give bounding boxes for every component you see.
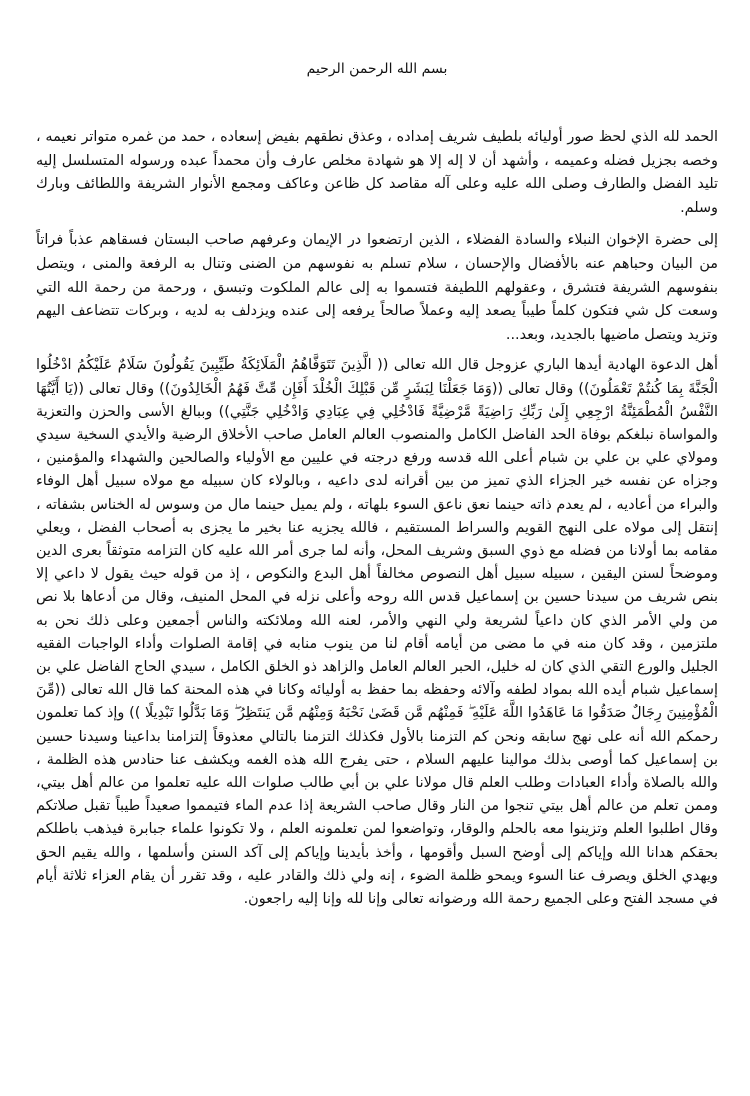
basmala-heading: بسم الله الرحمن الرحيم <box>306 61 448 77</box>
greeting-paragraph: إلى حضرة الإخوان النبلاء والسادة الفضلاء ، الذين ارتضعوا در الإيمان وعرفهم صاحب البستان فسقاهم عذباً فراتاً من البيان وحباهم عنه بالأفضال والإحسان ، سلام تسلم به نفوسهم من الضنى وتنال به الرفعة والمنى ، ويتصل بنفوسهم الشريفة فتشرق ، وعقولهم اللطيفة فتسموا به إلى عالم الملكوت وتبسق ، ورحمة من رحمة الله التي وسعت كل شي فتكون كلماً طيباً يصعد إليه وعملاً صالحاً يرفعه إلى عنده ويزدلف به لديه ، وبركات تتضاعف اليهم وتزيد ويتصل ماضيها بالجديد، وبعد... <box>36 232 718 343</box>
opening-praise-paragraph: الحمد لله الذي لحظ صور أوليائه بلطيف شريف إمداده ، وعذق نطقهم بفيض إسعاده ، حمد من غمره متواتر نعيمه ، وخصه بجزيل فضله وعميمه ، وأشهد أن لا إله إلا هو شهادة مخلص عارف وأن محمداً عبده ورسوله المتسلسل إليه تليد الفضل والطارف وصلى الله عليه وعلى آله مقاصد كل ظاعن وعاكف ومجمع الأنوار الشريفة واللطائف وبارك وسلم. <box>36 129 718 216</box>
condolence-letter <box>36 58 718 919</box>
announcement-paragraph: أهل الدعوة الهادية أيدها الباري عزوجل قال الله تعالى (( الَّذِينَ تَتَوَفَّاهُمُ الْمَلَائِكَةُ طَيِّبِينَ يَقُولُونَ سَلَامٌ عَلَيْكُمُ ادْخُلُوا الْجَنَّةَ بِمَا كُنتُمْ تَعْمَلُونَ)) وقال تعالى ((وَمَا جَعَلْنَا لِبَشَرٍ مِّن قَبْلِكَ الْخُلْدَ أَفَإِن مِّتَّ فَهُمُ الْخَالِدُونَ)) وقال تعالى ((يَا أَيَّتُهَا النَّفْسُ الْمُطْمَئِنَّةُ ارْجِعِي إِلَىٰ رَبِّكِ رَاضِيَةً مَّرْضِيَّةً فَادْخُلِي فِي عِبَادِي وَادْخُلِي جَنَّتِي)) وببالغ الأسى والحزن والتعزية والمواساة نبلغكم بوفاة الحد الفاضل الكامل والمنصوب العالم العامل صاحب الأخلاق الرضية والأيدي السخية سيدي ومولاي علي بن علي بن شبام أعلى الله قدسه ورفع درجته في عليين مع الأولياء والصالحين والشهداء والمؤمنين ، وجزاه عن نفسه خير الجزاء الذي تميز من بين أقرانه لدى داعيه ، وبالولاء كان سبيله مع مولاه سبيل أهل الوفاء والبراء من أعاديه ، لم يعدم ذاته حينما نعق ناعق السوء بلهاته ، ولم يميل حينما مال من وسوس له الخناس بشفاته ، إنتقل إلى مولاه على النهج القويم والسراط المستقيم ، فالله يجزيه عنا بخير ما يجزى به أصحاب الفضل ، ويعلي مقامه بما أولانا من فضله مع ذوي السبق وشريف المحل، وأنه لما جرى أمر الله عليه كان التزامه متوثقاً بعرى الدين وموضحاً لسنن اليقين ، سبيله سبيل أهل النصوص مخالفاً أهل البدع والنكوص ، إذ من قوله حيث يقول لا داعي إلا بنص شريف من سيدنا حسين بن إسماعيل قدس الله روحه وأعلى نزله في المحل المنيف، وقال من أدعاها بلا نص من ولي الأمر الذي كان داعياً لشريعة ولي النهي والأمر، لعنه الله وملائكته والناس أجمعين وعلى ذلك نحن به ملتزمين ، وقد كان منه في ما مضى من أيامه أقام لنا من ينوب منابه في إقامة الصلوات وأداء الواجبات الفقيه الجليل والورع التقي الذي كان له خليل، الحبر العالم العامل والزاهد ذو الخلق الكامل ، سيدي الحاج الفاضل علي بن إسماعيل شبام أيده الله بمواد لطفه وآلائه وحفظه بما حفظ به أوليائه وكانا في هذه المحنة كما قال الله تعالى ((مِّنَ الْمُؤْمِنِينَ رِجَالٌ صَدَقُوا مَا عَاهَدُوا اللَّهَ عَلَيْهِ ۖ فَمِنْهُم مَّن قَضَىٰ نَحْبَهُ وَمِنْهُم مَّن يَنتَظِرُ ۖ وَمَا بَدَّلُوا تَبْدِيلًا )) وإذ كما تعلمون رحمكم الله أنه على نهج سابقه ونحن كم التزمنا بالأول فكذلك التزمنا بالتالي معذوقاً إلتزامنا بداعينا وسيدنا حسين بن إسماعيل كما أوصى بذلك موالينا عليهم السلام ، حتى يفرج الله هذه الغمه ويكشف عنا حنادس هذه الظلمة ، والله بالصلاة وأداء العبادات وطلب العلم قال مولانا علي بن أبي طالب صلوات الله عليه تعلموا من عالم أهل بيتي، وممن تعلم من عالم أهل بيتي تنجوا من النار وقال صاحب الشريعة إذا عدم الماء فتيمموا صعيداً طيباً تقبل صلاتكم وقال اطلبوا العلم وتزينوا معه بالحلم والوقار، وتواضعوا لمن تعلمونه العلم ، ولا تكونوا علماء جبابرة فيذهب باطلكم بحقكم هدانا الله وإياكم إلى أوضح السبل وأقومها ، وأخذ بأيدينا وإياكم إلى آكد السنن وأسلمها ، والله يقيم الحق ويهدي الخلق ويصرف عنا السوء ويمحو ظلمة الضوء ، إنه ولي ذلك والقادر عليه ، وقد تقرر أن يقام العزاء ثلاثة أيام في مسجد الفتح وعلى الجميع رحمة الله ورضوانه تعالى وإنا لله وإنا إليه راجعون. <box>36 357 718 908</box>
